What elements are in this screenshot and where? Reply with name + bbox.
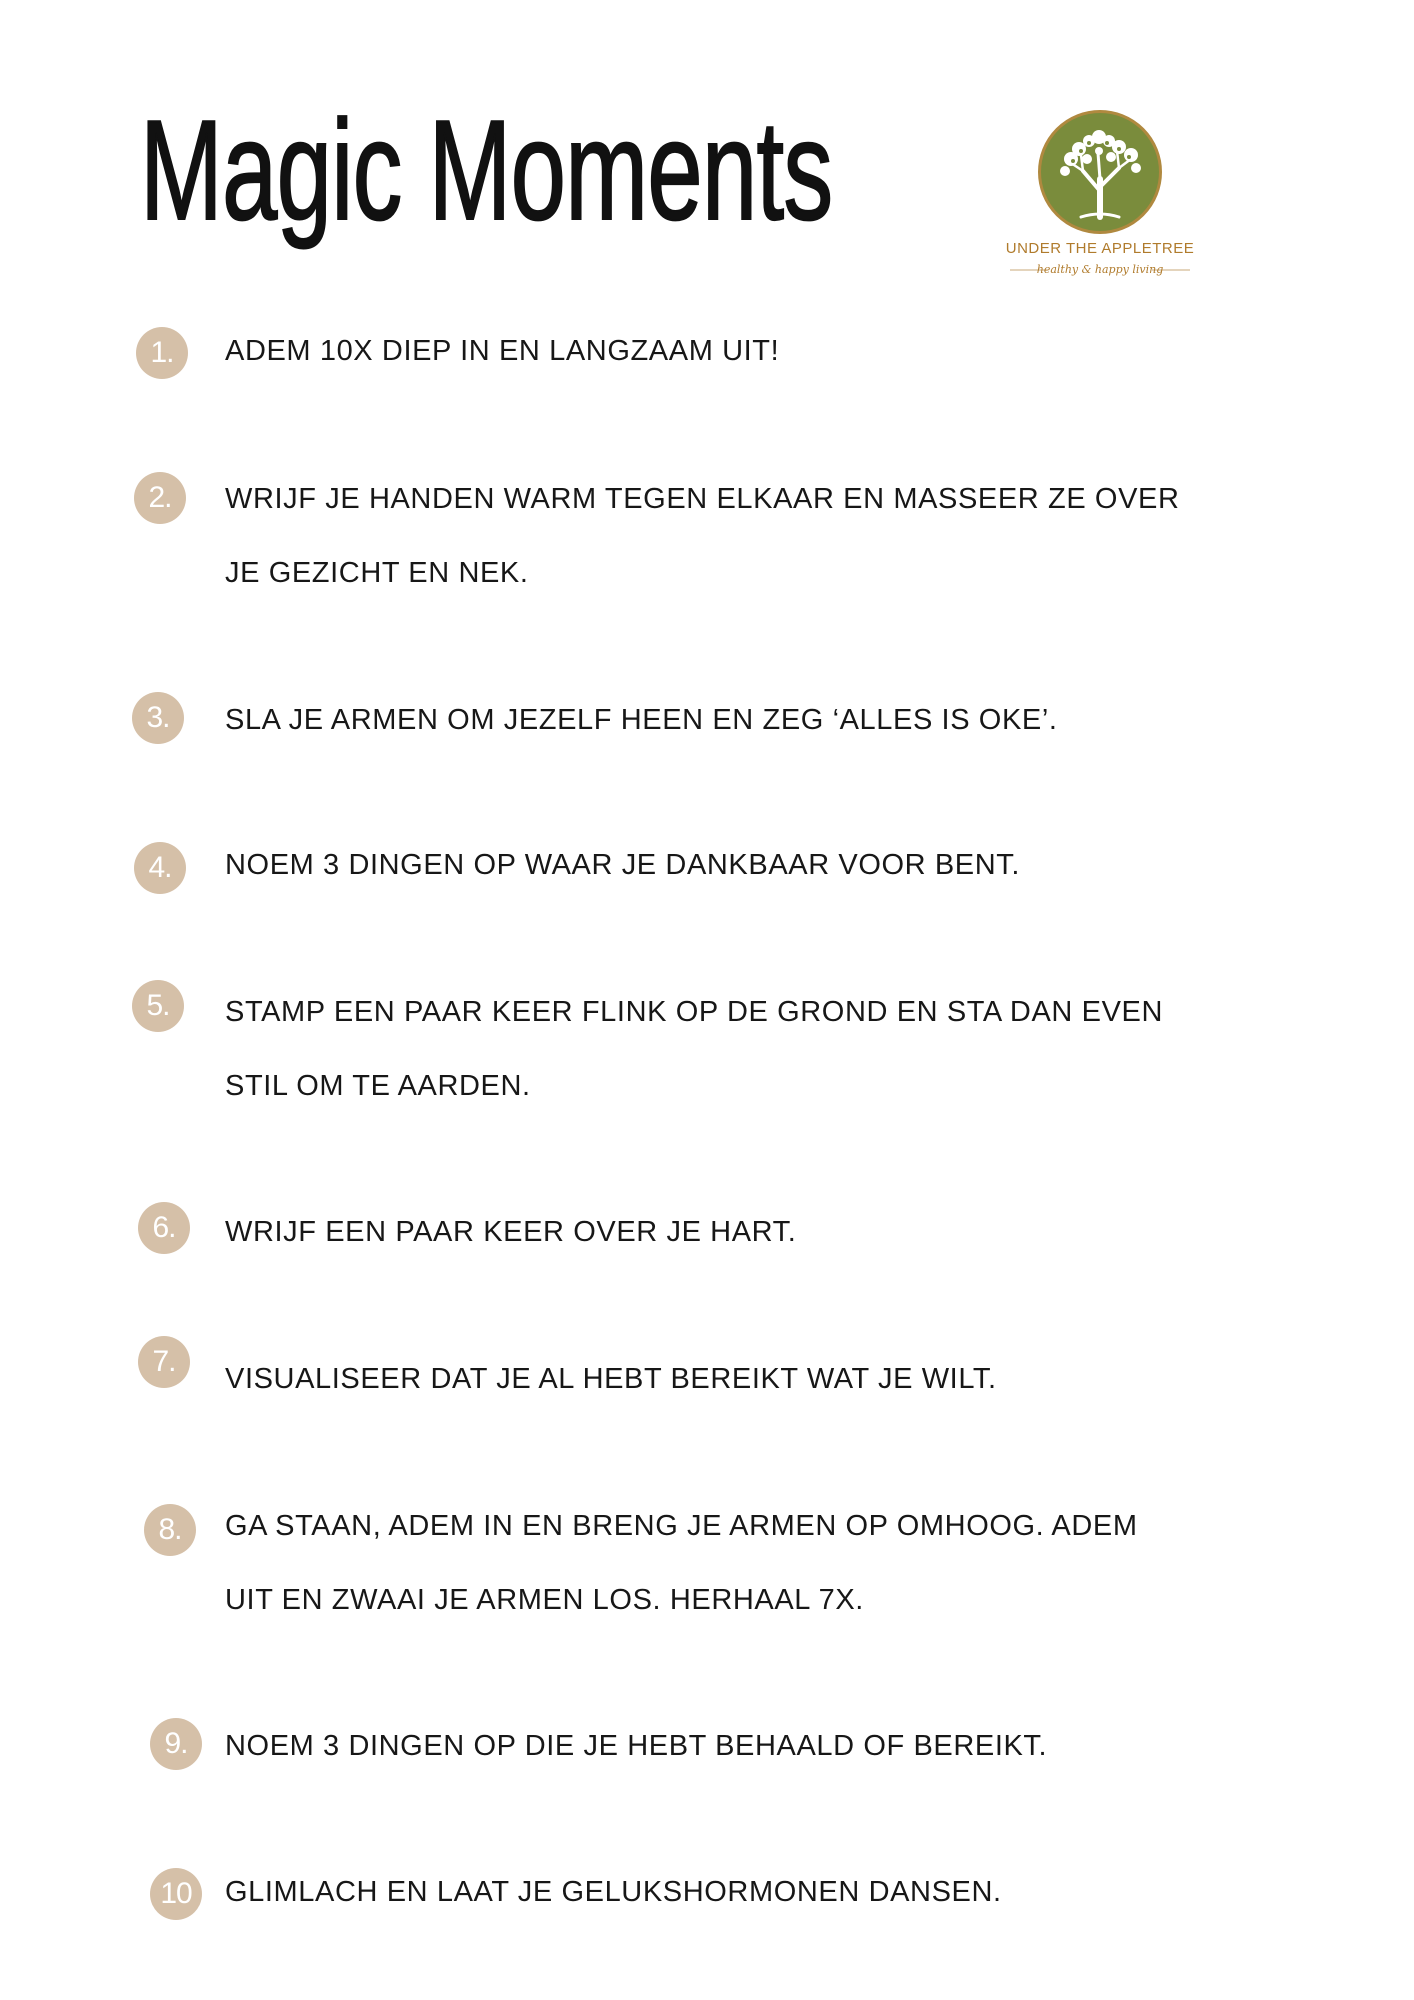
page-title: Magic Moments xyxy=(140,91,833,250)
step-number-badge: 2. xyxy=(134,472,186,524)
step-number-badge: 7. xyxy=(138,1336,190,1388)
step-text: SLA JE ARMEN OM JEZELF HEEN EN ZEG ‘ALLES IS OKE’. xyxy=(225,704,1058,736)
step-text: ADEM 10X DIEP IN EN LANGZAAM UIT! xyxy=(225,335,780,367)
step-text: GLIMLACH EN LAAT JE GELUKSHORMONEN DANSEN. xyxy=(225,1876,1002,1908)
svg-text:healthy & happy living: healthy & happy living xyxy=(1036,263,1164,276)
step-number-badge: 9. xyxy=(150,1718,202,1770)
step-text: NOEM 3 DINGEN OP WAAR JE DANKBAAR VOOR BENT. xyxy=(225,849,1021,881)
step-text: WRIJF JE HANDEN WARM TEGEN ELKAAR EN MASSEER ZE OVER JE GEZICHT EN NEK. xyxy=(225,483,1180,589)
step-number-badge: 3. xyxy=(132,692,184,744)
step-number-badge: 4. xyxy=(134,842,186,894)
step-number-badge: 6. xyxy=(138,1202,190,1254)
logo-brand-name: UNDER THE APPLETREE xyxy=(1005,240,1195,257)
step-text: NOEM 3 DINGEN OP DIE JE HEBT BEHAALD OF BEREIKT. xyxy=(225,1730,1048,1762)
step-number-badge: 1. xyxy=(136,327,188,379)
step-number-badge: 10 xyxy=(150,1868,202,1920)
step-text: GA STAAN, ADEM IN EN BRENG JE ARMEN OP OMHOOG. ADEM UIT EN ZWAAI JE ARMEN LOS. HERHAAL 7X. xyxy=(225,1510,1138,1616)
step-text: STAMP EEN PAAR KEER FLINK OP DE GROND EN STA DAN EVEN STIL OM TE AARDEN. xyxy=(225,996,1163,1102)
step-text: WRIJF EEN PAAR KEER OVER JE HART. xyxy=(225,1216,797,1248)
step-number-badge: 8. xyxy=(144,1504,196,1556)
step-text: VISUALISEER DAT JE AL HEBT BEREIKT WAT JE WILT. xyxy=(225,1363,997,1395)
step-number-badge: 5. xyxy=(132,980,184,1032)
